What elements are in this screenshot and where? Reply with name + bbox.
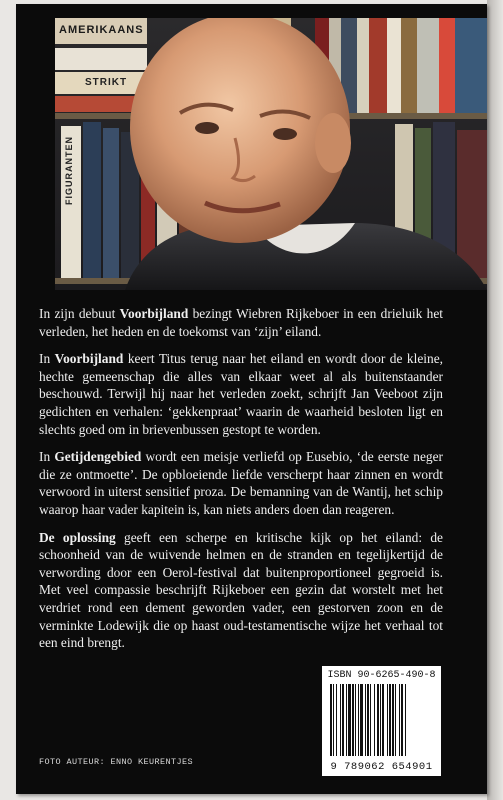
text: geeft een scherpe en kritische kijk op het eiland: de schoonheid van de wuivende helmen en de stranden en tegelijkertijd de verwording door een Oerol-festival dat buitenproportioneel gegroeid is. Met veel compassie beschrijft Rijkeboer een gezin dat worstelt met het verdriet rond een dement geworden vader, een gestorven zoon en de verminkte Lodewijk die op haast oud-testamentische wijze het verhaal tot een eind brengt. [39, 529, 443, 651]
blurb-paragraph [39, 448, 443, 518]
isbn-text: ISBN 90-6265-490-8 [327, 670, 436, 681]
barcode-bar [352, 684, 354, 756]
author-photo [55, 18, 487, 290]
barcode-bar [340, 684, 341, 756]
book-back-cover [16, 4, 487, 794]
blurb-paragraph [39, 529, 443, 652]
text: keert Titus terug naar het eiland en wordt door de kleine, hechte gemeenschap die alles van elkaar weet al als buitenstaander beschouwd. Terwijl hij naar het verleden zoekt, schrijft Jan Veeboot zijn gedichten en verhalen: ‘gekkenpraat’ waarin de waarheid besloten ligt en slechts goed om in brievenbussen gestopt te worden. [39, 351, 443, 437]
barcode-bar [401, 684, 403, 756]
barcode-bar [382, 684, 384, 756]
barcode [322, 666, 441, 776]
barcode-bar [346, 684, 347, 756]
barcode-bar [333, 684, 334, 756]
ean-text: 9 789062 654901 [330, 761, 433, 773]
text: In [39, 449, 55, 465]
barcode-bar [358, 684, 359, 756]
blurb-paragraph [39, 305, 443, 340]
barcode-bar [389, 684, 391, 756]
barcode-bar [367, 684, 369, 756]
book-title-bold: De oplossing [39, 529, 116, 545]
barcode-bar [380, 684, 381, 756]
blurb-text [39, 305, 443, 662]
barcode-bar [336, 684, 337, 756]
text: In [39, 351, 55, 367]
text: wordt een meisje verliefd op Eusebio, ‘de eerste neger die ze ontmoette’. De opbloeiende liefde verscherpt haar zinnen en wordt verwoord in uiterst sensitief proza. De bemanning van de Wantij, het schip waarop haar vader kapitein is, kan niets anders doen dan reageren. [39, 449, 443, 517]
barcode-bar [348, 684, 351, 756]
barcode-bar [395, 684, 396, 756]
blurb-paragraph [39, 350, 443, 438]
book-title: STRIKT [85, 77, 128, 88]
barcode-bar [399, 684, 400, 756]
photo-credit: FOTO AUTEUR: ENNO KEURENTJES [39, 757, 194, 767]
barcode-bar [377, 684, 379, 756]
barcode-bar [330, 684, 332, 756]
barcode-bars [328, 684, 435, 758]
book-title-bold: Getijdengebied [54, 449, 142, 465]
barcode-bar [392, 684, 394, 756]
spine-edge [487, 0, 503, 800]
barcode-bar [387, 684, 388, 756]
barcode-bar [405, 684, 406, 756]
barcode-bar [355, 684, 356, 756]
book-title: FIGURANTEN [64, 136, 74, 205]
barcode-bar [370, 684, 371, 756]
barcode-bar [374, 684, 375, 756]
book-title-bold: Voorbijland [119, 306, 189, 321]
book-title: AMERIKAANS [59, 24, 144, 36]
barcode-bar [360, 684, 363, 756]
text: In zijn debuut [39, 306, 120, 321]
author-figure [55, 18, 487, 290]
barcode-bar [342, 684, 344, 756]
barcode-bar [365, 684, 366, 756]
book-title-bold: Voorbijland [54, 351, 124, 367]
text: bezingt Wiebren Rijkeboer in een drieluik het verleden, het heden en de toekomst van ‘zijn’ eiland. [39, 306, 443, 339]
